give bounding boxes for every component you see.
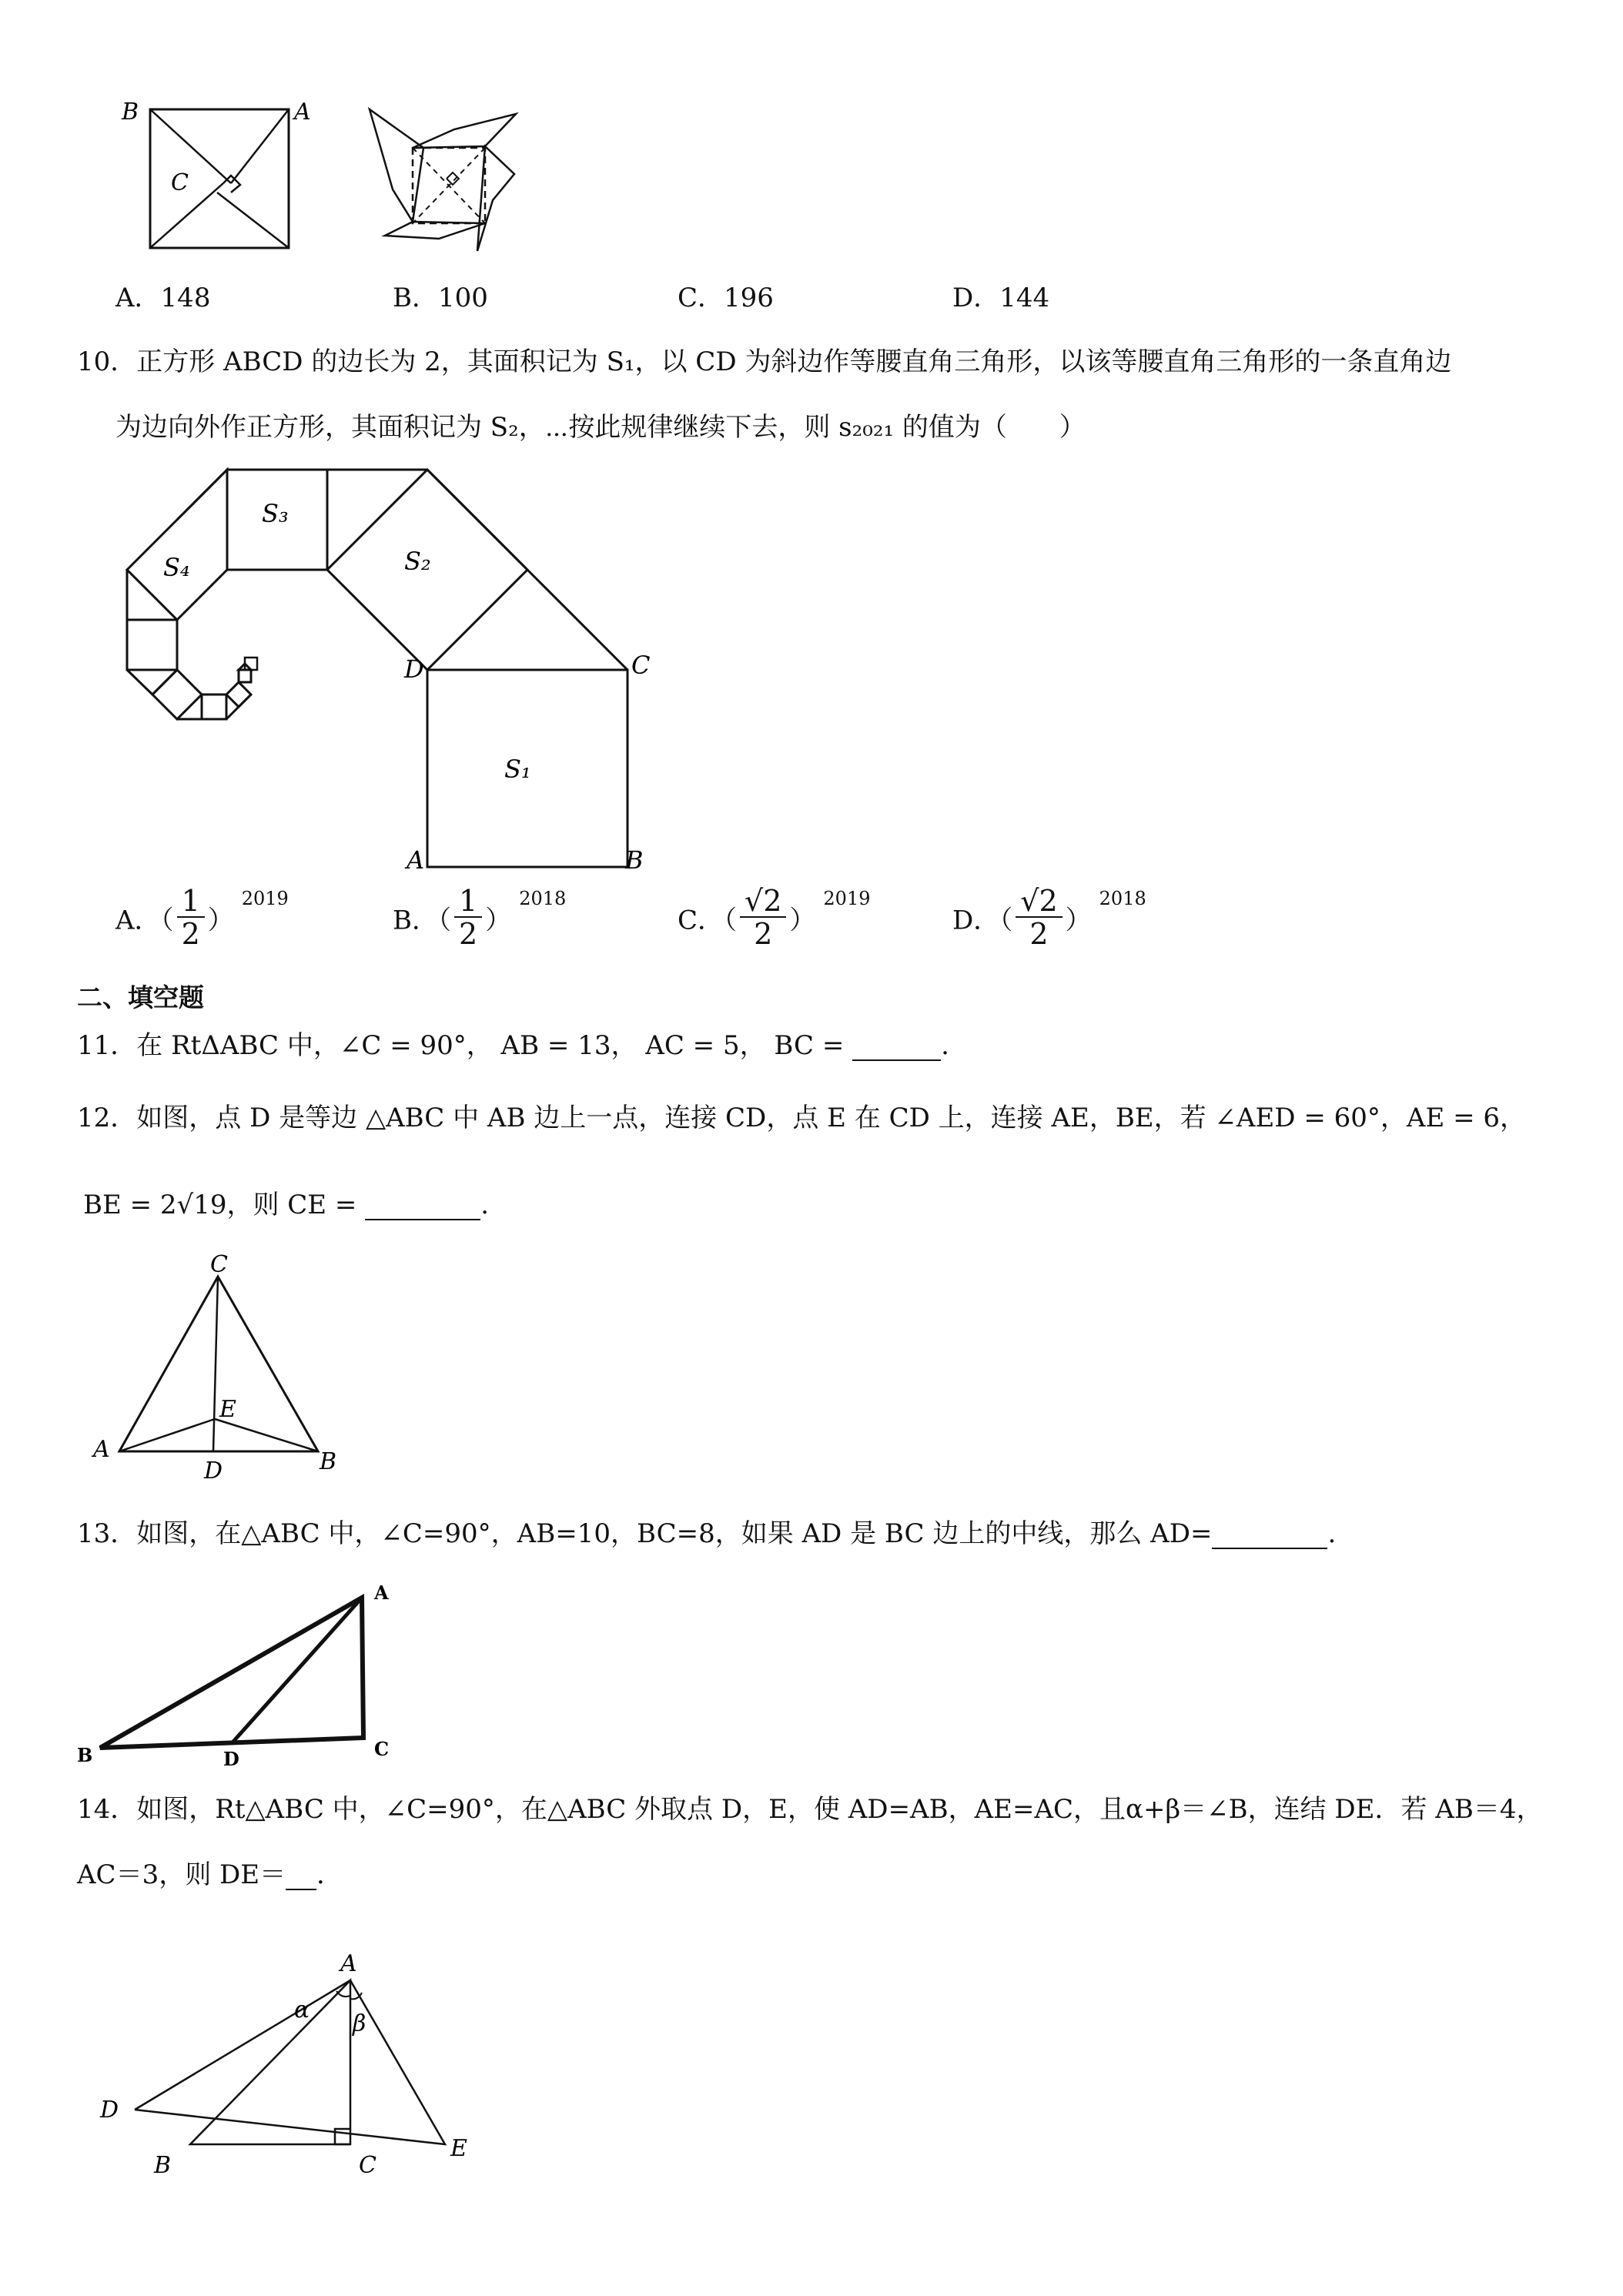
q11-text: 11．在 RtΔABC 中，∠C = 90°， AB = 13， AC = 5， BC = [77, 1030, 853, 1061]
q10-option-b-close: ） [485, 905, 512, 936]
q13-figure-right-triangle [69, 1575, 416, 1770]
label-a: A [294, 99, 311, 126]
label-a: A [340, 1950, 357, 1977]
q12-figure-equilateral-triangle [89, 1251, 350, 1486]
q9-option-a: A．148 [115, 283, 211, 313]
q10-option-a-close: ） [207, 905, 234, 936]
label-c: C [210, 1251, 228, 1278]
q10-option-a [115, 885, 289, 950]
q14-end: ． [316, 1859, 343, 1890]
q13-answer-blank[interactable] [1212, 1525, 1327, 1549]
label-d: D [404, 654, 424, 684]
q12-answer-blank[interactable] [365, 1196, 480, 1220]
q9-figure-square [115, 99, 311, 254]
q10-option-c [678, 885, 870, 950]
q10-figure-spiral-squares [115, 462, 670, 878]
label-d: D [100, 2097, 119, 2124]
q10-option-d-prefix: D．（ [952, 905, 1013, 936]
q11-end: . [941, 1030, 949, 1061]
q10-option-b-numerator: 1 [454, 885, 482, 918]
q13-stem [77, 1518, 1336, 1549]
q10-option-a-numerator: 1 [177, 885, 205, 918]
q9-option-b: B．100 [393, 283, 488, 313]
label-beta: β [353, 2010, 366, 2037]
q10-option-d-close: ） [1065, 905, 1092, 936]
q10-option-d-fraction [1016, 885, 1062, 950]
q10-option-a-exponent: 2019 [241, 887, 289, 909]
q9-option-c: C．196 [678, 283, 774, 313]
label-s4: S₄ [163, 553, 190, 582]
q10-option-c-denominator: 2 [754, 917, 773, 951]
section-title-fill-in: 二、填空题 [77, 982, 204, 1012]
label-c: C [171, 169, 189, 196]
q10-option-a-prefix: A．（ [115, 905, 174, 936]
q10-option-b-prefix: B．（ [393, 905, 451, 936]
q10-option-c-fraction [740, 885, 786, 950]
q10-option-b-fraction [454, 885, 482, 950]
q10-stem-line2: 为边向外作正方形，其面积记为 S₂，⋯按此规律继续下去，则 s₂₀₂₁ 的值为（ ） [115, 412, 1086, 443]
label-b: B [122, 99, 139, 126]
q10-option-b-denominator: 2 [459, 917, 478, 951]
q14-figure-triangles [92, 1925, 493, 2179]
q10-stem-line1: 10．正方形 ABCD 的边长为 2，其面积记为 S₁，以 CD 为斜边作等腰直角三角形，以该等腰直角三角形的一条直角边 [77, 346, 1452, 377]
q10-option-d-numerator: √2 [1016, 885, 1062, 918]
q12-stem-line2 [83, 1190, 489, 1220]
q14-stem-line2 [77, 1859, 343, 1890]
label-c: C [631, 651, 651, 680]
label-s2: S₂ [404, 547, 431, 576]
label-alpha: α [294, 1996, 310, 2023]
q9-figure-pinwheel [362, 100, 547, 269]
label-a: A [93, 1436, 110, 1463]
label-d: D [223, 1748, 239, 1770]
label-s3: S₃ [262, 499, 289, 528]
q13-text: 13．如图，在△ABC 中，∠C=90°，AB=10，BC=8，如果 AD 是 BC 边上的中线，那么 AD= [77, 1518, 1213, 1549]
label-b: B [625, 845, 644, 875]
label-e: E [450, 2135, 467, 2162]
q12-text: BE = 2√19，则 CE = [83, 1190, 366, 1220]
q10-option-b-exponent: 2018 [519, 887, 567, 909]
q11-answer-blank[interactable] [852, 1036, 941, 1061]
q10-option-a-fraction [177, 885, 205, 950]
label-s1: S₁ [504, 755, 531, 784]
q10-option-d-exponent: 2018 [1099, 887, 1146, 909]
label-c: C [374, 1738, 390, 1760]
q12-end: . [480, 1190, 490, 1220]
label-d: D [204, 1458, 223, 1484]
q11-stem [77, 1030, 949, 1061]
label-b: B [320, 1448, 337, 1475]
q10-option-c-numerator: √2 [740, 885, 786, 918]
q10-option-b [393, 885, 566, 950]
q13-end: . [1327, 1518, 1337, 1549]
q14-text: AC＝3，则 DE＝ [77, 1859, 286, 1890]
label-a: A [374, 1581, 389, 1604]
q10-option-d [952, 885, 1146, 950]
q12-stem-line1: 12．如图，点 D 是等边 △ABC 中 AB 边上一点，连接 CD，点 E 在 CD 上，连接 AE，BE，若 ∠AED = 60°，AE = 6， [77, 1103, 1527, 1133]
q10-option-d-denominator: 2 [1029, 917, 1049, 951]
label-c: C [359, 2152, 376, 2179]
label-a: A [407, 845, 425, 875]
q10-option-c-prefix: C．（ [678, 905, 738, 936]
label-b: B [77, 1744, 93, 1766]
q10-option-c-exponent: 2019 [823, 887, 871, 909]
label-e: E [219, 1396, 236, 1423]
q10-option-c-close: ） [789, 905, 816, 936]
label-b: B [154, 2152, 172, 2179]
q10-option-a-denominator: 2 [181, 917, 200, 951]
q14-stem-line1: 14．如图，Rt△ABC 中，∠C=90°，在△ABC 外取点 D，E，使 AD=AB，AE=AC，且α+β＝∠B，连结 DE．若 AB＝4， [77, 1794, 1543, 1825]
q14-answer-blank[interactable] [286, 1866, 316, 1890]
q9-option-d: D．144 [952, 283, 1050, 313]
